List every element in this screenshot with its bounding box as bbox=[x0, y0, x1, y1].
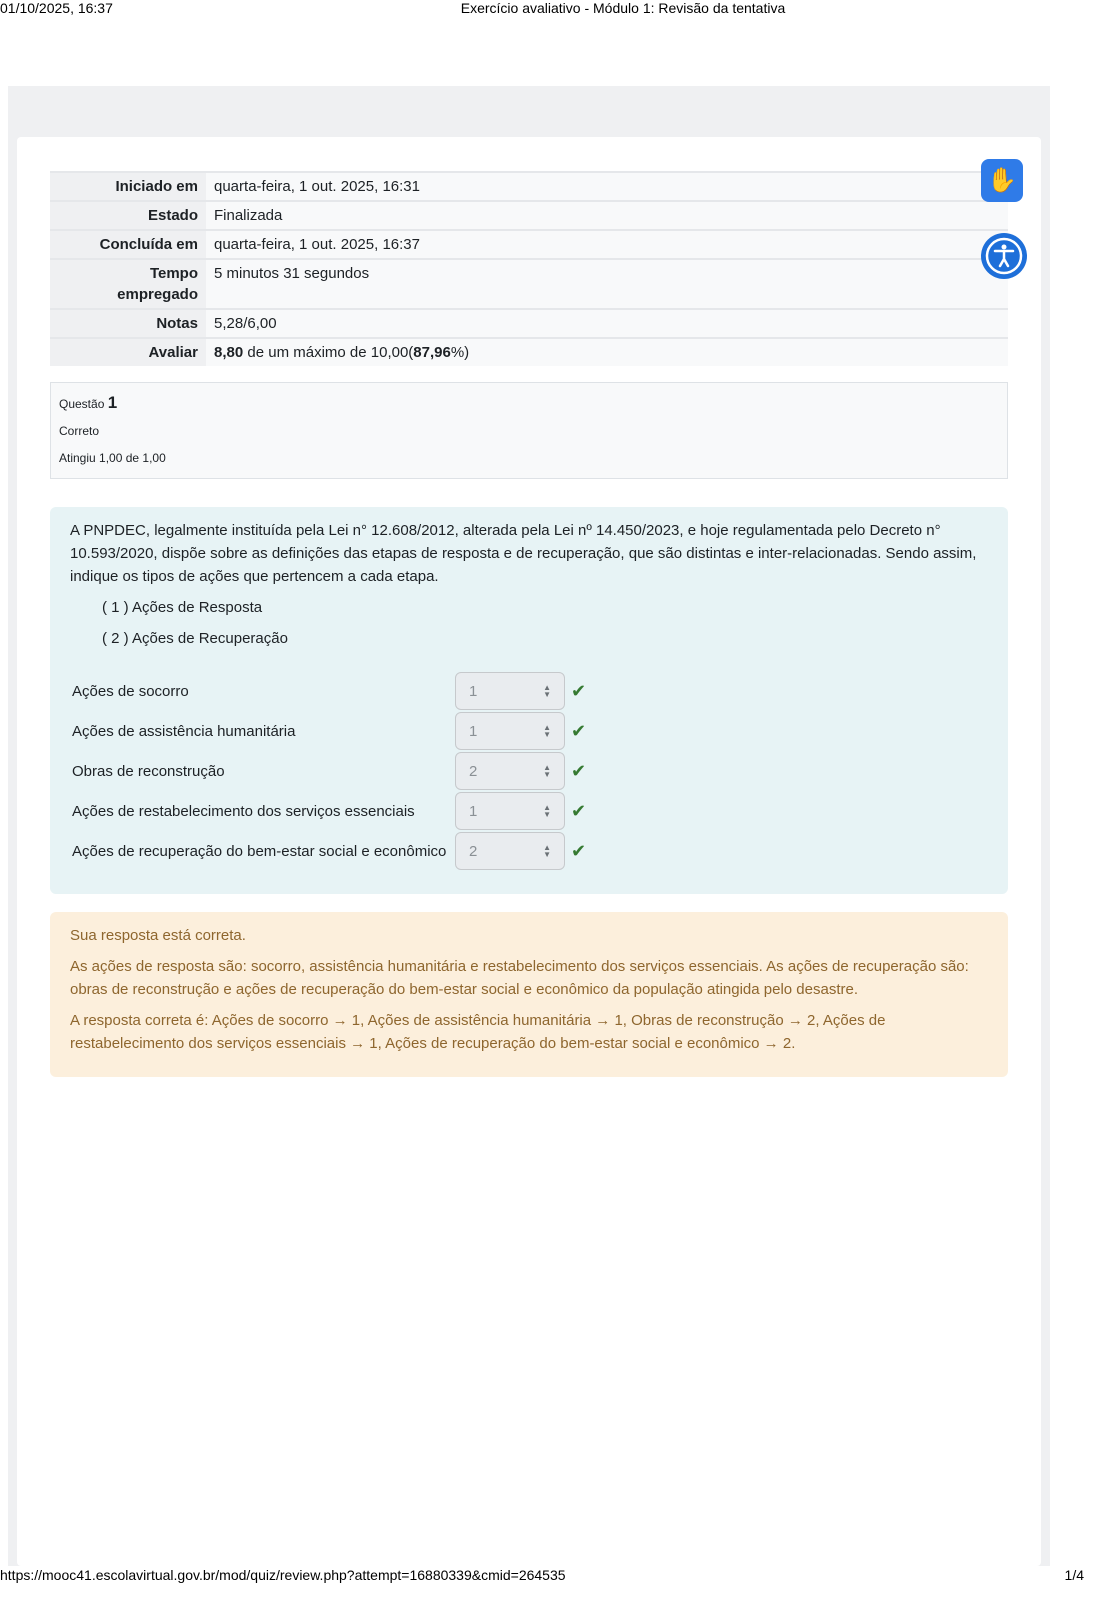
question-content bbox=[50, 507, 1008, 894]
question-score: Atingiu 1,00 de 1,00 bbox=[59, 451, 166, 465]
question-info bbox=[50, 382, 1008, 479]
check-icon: ✔ bbox=[571, 680, 587, 701]
summary-row bbox=[50, 172, 1008, 201]
print-page-number: 1/4 bbox=[1064, 1567, 1084, 1583]
option-legend: ( 1 ) Ações de Resposta bbox=[102, 599, 263, 616]
print-title: Exercício avaliativo - Módulo 1: Revisão da tentativa bbox=[460, 0, 786, 16]
summary-row bbox=[50, 201, 1008, 230]
feedback-box bbox=[50, 912, 1008, 1077]
summary-value: quarta-feira, 1 out. 2025, 16:37 bbox=[206, 230, 1008, 259]
match-row bbox=[72, 672, 988, 710]
match-select[interactable] bbox=[455, 832, 565, 870]
match-select[interactable] bbox=[455, 792, 565, 830]
sign-language-hands-icon: ✋ bbox=[987, 167, 1017, 194]
summary-value bbox=[206, 338, 1008, 366]
select-arrows-icon: ▲ ▼ bbox=[543, 723, 551, 739]
check-icon: ✔ bbox=[571, 760, 587, 781]
match-label: Ações de restabelecimento dos serviços essenciais bbox=[72, 802, 415, 820]
select-arrows-icon: ▲ ▼ bbox=[543, 803, 551, 819]
match-rows bbox=[72, 672, 988, 870]
match-select[interactable] bbox=[455, 712, 565, 750]
percent-sign: %) bbox=[450, 344, 470, 361]
match-row bbox=[72, 752, 988, 790]
match-row bbox=[72, 712, 988, 750]
attempt-summary-table bbox=[50, 171, 1008, 366]
summary-value: quarta-feira, 1 out. 2025, 16:31 bbox=[206, 172, 1008, 201]
summary-value: 5 minutos 31 segundos bbox=[206, 259, 1008, 309]
feedback-right-answer: A resposta correta é: Ações de socorro → 1, Ações de assistência humanitária → 1, Obras de reconstrução → 2, Ações de restabelecimento dos serviços essenciais → 1, Ações de recuperação do bem-estar social e econômico → 2. bbox=[70, 1012, 886, 1052]
accessibility-button[interactable] bbox=[981, 233, 1027, 279]
question-number: 1 bbox=[107, 393, 118, 412]
match-label: Ações de assistência humanitária bbox=[72, 722, 296, 740]
option-legend: ( 2 ) Ações de Recuperação bbox=[102, 630, 288, 647]
check-icon: ✔ bbox=[571, 720, 587, 741]
summary-value: Finalizada bbox=[206, 201, 1008, 230]
print-url: https://mooc41.escolavirtual.gov.br/mod/quiz/review.php?attempt=16880339&cmid=264535 bbox=[0, 1567, 566, 1583]
feedback-general: As ações de resposta são: socorro, assistência humanitária e restabelecimento dos serviços essenciais. As ações de recuperação são: obras de reconstrução e ações de recuperação do bem-estar social e econômico da população atingida pelo desastre. bbox=[70, 958, 969, 998]
select-value: 2 bbox=[469, 842, 478, 860]
match-select[interactable] bbox=[455, 752, 565, 790]
select-arrows-icon: ▲ ▼ bbox=[543, 843, 551, 859]
summary-row bbox=[50, 338, 1008, 366]
accessibility-icon bbox=[984, 236, 1024, 276]
select-value: 2 bbox=[469, 762, 478, 780]
summary-row bbox=[50, 259, 1008, 309]
check-icon: ✔ bbox=[571, 840, 587, 861]
grade-max: de um máximo de 10,00( bbox=[243, 344, 414, 361]
match-row bbox=[72, 792, 988, 830]
summary-label: Avaliar bbox=[50, 338, 206, 366]
summary-label: Tempo empregado bbox=[50, 259, 206, 309]
select-arrows-icon: ▲ ▼ bbox=[543, 683, 551, 699]
question-status: Correto bbox=[59, 424, 100, 438]
main-content bbox=[50, 171, 1008, 1077]
summary-label: Concluída em bbox=[50, 230, 206, 259]
match-label: Ações de recuperação do bem-estar social e econômico bbox=[72, 842, 447, 860]
match-label: Obras de reconstrução bbox=[72, 762, 225, 780]
sign-language-button[interactable] bbox=[981, 159, 1023, 202]
print-datetime: 01/10/2025, 16:37 bbox=[0, 0, 113, 16]
check-icon: ✔ bbox=[571, 800, 587, 821]
select-arrows-icon: ▲ ▼ bbox=[543, 763, 551, 779]
feedback-status: Sua resposta está correta. bbox=[70, 927, 246, 944]
summary-row bbox=[50, 309, 1008, 338]
summary-label: Iniciado em bbox=[50, 172, 206, 201]
grade-percent: 87,96 bbox=[413, 344, 451, 361]
grade: 8,80 bbox=[214, 344, 244, 361]
summary-label: Notas bbox=[50, 309, 206, 338]
question-prefix: Questão bbox=[59, 397, 105, 411]
select-value: 1 bbox=[469, 682, 478, 700]
select-value: 1 bbox=[469, 802, 478, 820]
question-text: A PNPDEC, legalmente instituída pela Lei n° 12.608/2012, alterada pela Lei nº 14.450/2023, e hoje regulamentada pelo Decreto n° 10.593/2020, dispõe sobre as definições das etapas de resposta e de recuperação, que são distintas e inter-relacionadas. Sendo assim, indique os tipos de ações que pertencem a cada etapa. bbox=[70, 522, 977, 585]
match-row bbox=[72, 832, 988, 870]
summary-row bbox=[50, 230, 1008, 259]
match-label: Ações de socorro bbox=[72, 682, 189, 700]
summary-label: Estado bbox=[50, 201, 206, 230]
match-select[interactable] bbox=[455, 672, 565, 710]
summary-value: 5,28/6,00 bbox=[206, 309, 1008, 338]
select-value: 1 bbox=[469, 722, 478, 740]
